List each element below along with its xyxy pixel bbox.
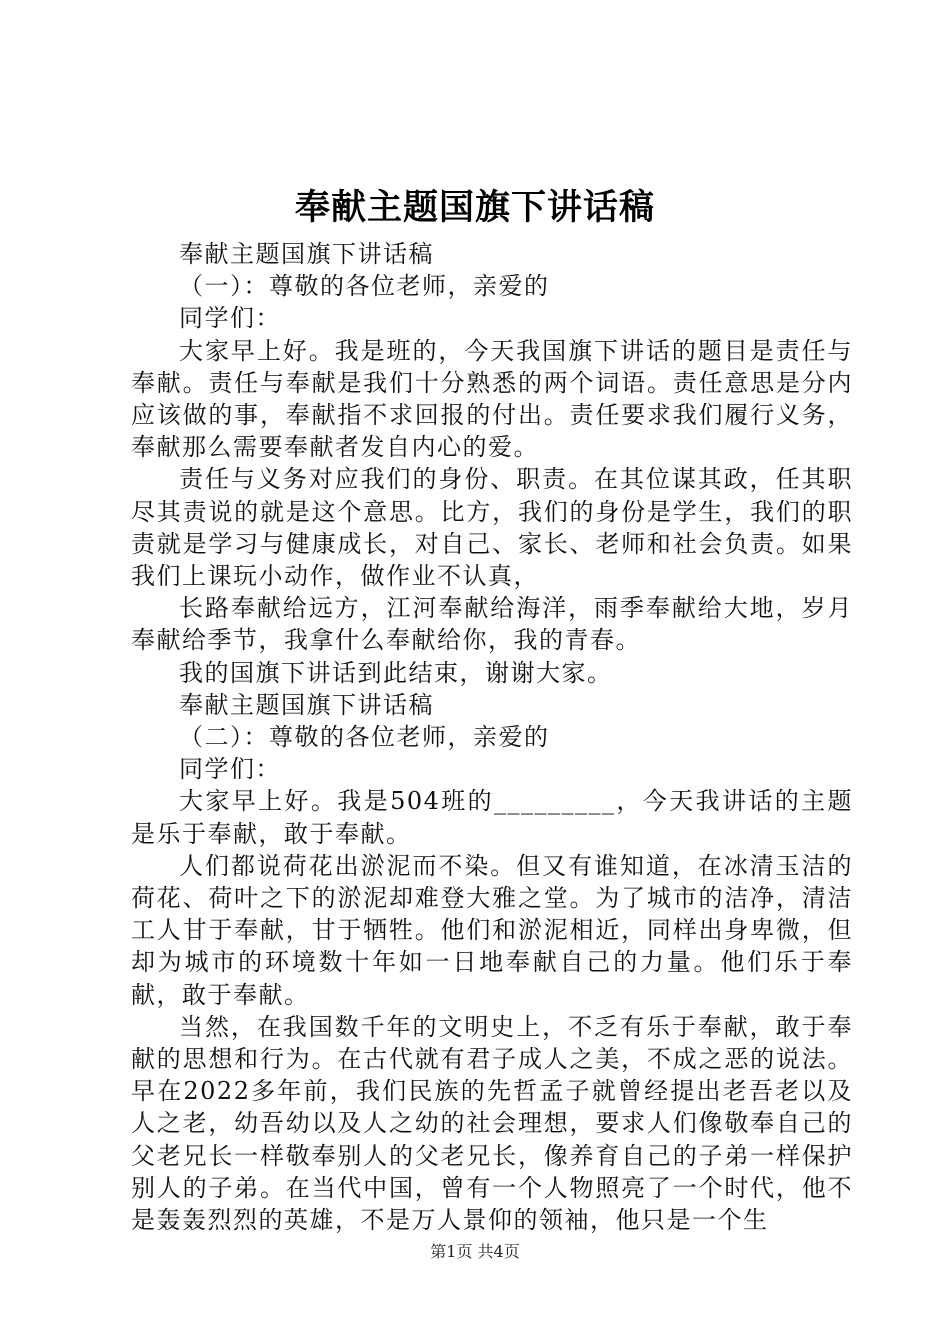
paragraph: 大家早上好。我是班的，今天我国旗下讲话的题目是责任与奉献。责任与奉献是我们十分熟悉的两个词语。责任意思是分内应该做的事，奉献指不求回报的付出。责任要求我们履行义务，奉献那么需要奉献者发自内心的爱。 — [131, 336, 853, 462]
paragraph-salutation-2b: 同学们： — [179, 755, 281, 784]
paragraph: 我的国旗下讲话到此结束，谢谢大家。 — [179, 658, 613, 687]
paragraph-heading-2: 奉献主题国旗下讲话稿 — [179, 690, 434, 719]
paragraph: 当然，在我国数千年的文明史上，不乏有乐于奉献，敢于奉献的思想和行为。在古代就有君子成人之美，不成之恶的说法。早在2022多年前，我们民族的先哲孟子就曾经提出老吾老以及人之老，幼吾幼以及人之幼的社会理想，要求人们像敬奉自己的父老兄长一样敬奉别人的父老兄长，像养育自己的子弟一样保护别人的子弟。在当代中国，曾有一个人物照亮了一个时代，他不是轰轰烈烈的英雄，不是万人景仰的领袖，他只是一个生 — [131, 1012, 853, 1235]
paragraph: 长路奉献给远方，江河奉献给海洋，雨季奉献给大地，岁月奉献给季节，我拿什么奉献给你，我的青春。 — [131, 594, 853, 655]
page-number-indicator: 第1页 共4页 — [430, 1242, 520, 1261]
paragraph-heading-1: 奉献主题国旗下讲话稿 — [179, 240, 434, 268]
paragraph: 大家早上好。我是504班的_________，今天我讲话的主题是乐于奉献，敢于奉献。 — [131, 787, 853, 848]
paragraph: 人们都说荷花出淤泥而不染。但又有谁知道，在冰清玉洁的荷花、荷叶之下的淤泥却难登大雅之堂。为了城市的洁净，清洁工人甘于奉献，甘于牺牲。他们和淤泥相近，同样出身卑微，但却为城市的环境数十年如一日地奉献自己的力量。他们乐于奉献，敢于奉献。 — [131, 851, 853, 1009]
paragraph: 责任与义务对应我们的身份、职责。在其位谋其政，任其职尽其责说的就是这个意思。比方，我们的身份是学生，我们的职责就是学习与健康成长，对自己、家长、老师和社会负责。如果我们上课玩小动作，做作业不认真， — [131, 465, 853, 591]
paragraph-salutation-1: （一）：尊敬的各位老师，亲爱的 — [179, 272, 550, 301]
paragraph-salutation-1b: 同学们： — [179, 304, 281, 333]
paragraph-salutation-2: （二）：尊敬的各位老师，亲爱的 — [179, 723, 550, 752]
document-title: 奉献主题国旗下讲话稿 — [294, 188, 655, 228]
document-body — [131, 238, 853, 1236]
